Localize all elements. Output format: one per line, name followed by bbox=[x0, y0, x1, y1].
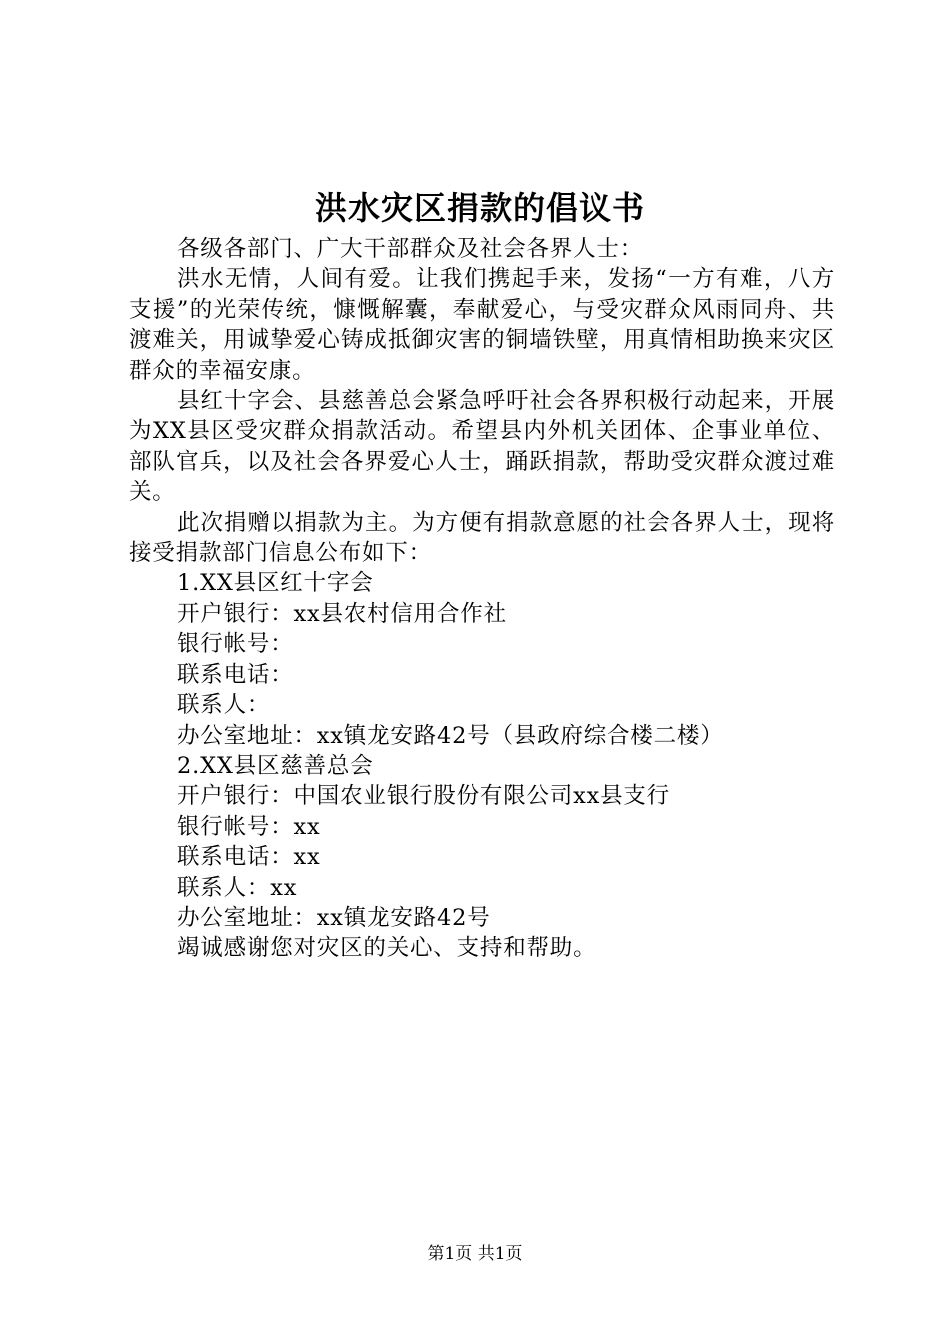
page-footer: 第1页 共1页 bbox=[427, 1244, 523, 1264]
org2-address: 办公室地址：xx镇龙安路42号 bbox=[177, 904, 491, 931]
org2-phone: 联系电话：xx bbox=[177, 844, 321, 871]
org2-contact: 联系人：xx bbox=[177, 874, 298, 901]
org2-bank: 开户银行：中国农业银行股份有限公司xx县支行 bbox=[177, 783, 670, 810]
paragraph-intro: 洪水无情，人间有爱。让我们携起手来，发扬“一方有难，八方支援”的光荣传统，慷慨解囊，奉献爱心，与受灾群众风雨同舟、共渡难关，用诚挚爱心铸成抵御灾害的铜墙铁壁，用真情相助换来灾区群众的幸福安康。 bbox=[129, 266, 835, 384]
salutation: 各级各部门、广大干部群众及社会各界人士： bbox=[177, 236, 644, 262]
org1-name: 1.XX县区红十字会 bbox=[177, 570, 374, 597]
page-title: 洪水灾区捐款的倡议书 bbox=[314, 189, 645, 227]
org1-account: 银行帐号： bbox=[177, 631, 294, 658]
closing-line: 竭诚感谢您对灾区的关心、支持和帮助。 bbox=[177, 935, 597, 962]
paragraph-appeal: 县红十字会、县慈善总会紧急呼吁社会各界积极行动起来，开展为XX县区受灾群众捐款活动。希望县内外机关团体、企事业单位、部队官兵，以及社会各界爱心人士，踊跃捐款，帮助受灾群众渡过难关。 bbox=[129, 388, 835, 506]
org2-name: 2.XX县区慈善总会 bbox=[177, 752, 374, 779]
org2-account: 银行帐号：xx bbox=[177, 813, 321, 840]
org1-bank: 开户银行：xx县农村信用合作社 bbox=[177, 600, 507, 627]
org1-contact: 联系人： bbox=[177, 692, 271, 719]
org1-address: 办公室地址：xx镇龙安路42号（县政府综合楼二楼） bbox=[177, 722, 724, 749]
document-body bbox=[129, 234, 835, 964]
paragraph-info: 此次捐赠以捐款为主。为方便有捐款意愿的社会各界人士，现将接受捐款部门信息公布如下： bbox=[129, 509, 835, 567]
org1-phone: 联系电话： bbox=[177, 661, 294, 688]
